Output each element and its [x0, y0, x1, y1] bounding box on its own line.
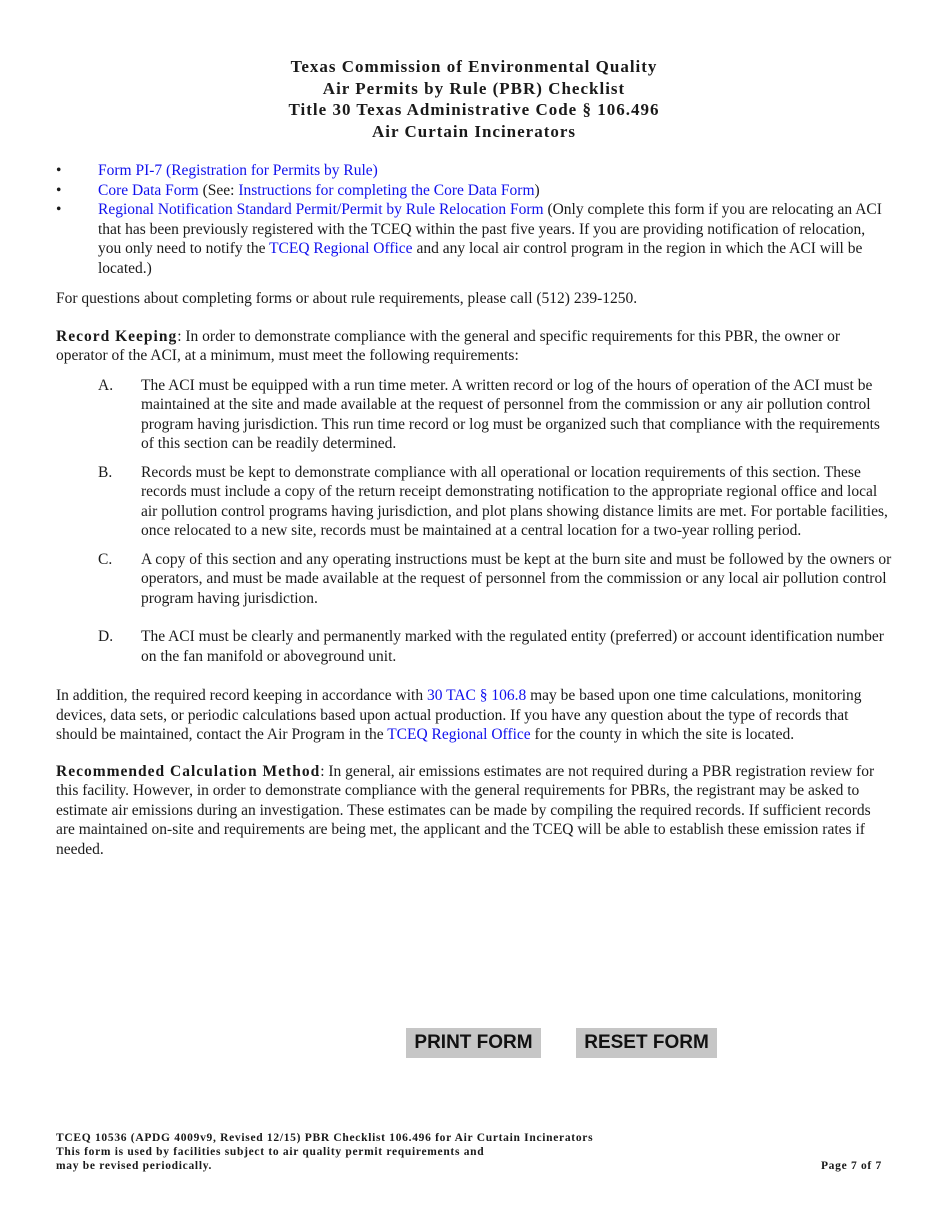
list-item — [56, 200, 892, 278]
calculation-heading: Recommended Calculation Method — [56, 762, 321, 780]
bullet: • — [56, 201, 62, 218]
title-line-code: Title 30 Texas Administrative Code § 106.496 — [288, 100, 660, 119]
tac-106-8-link[interactable]: 30 TAC § 106.8 — [427, 687, 527, 704]
additional-record-keeping — [56, 686, 892, 745]
requirement-item — [56, 627, 892, 666]
requirement-letter: C. — [98, 550, 113, 568]
calculation-text: : In general, air emissions estimates are not required during a PBR registration review for this facility. However, in order to demonstrate compliance with the general requirements for PBRs, the registrant may be asked to estimate air emissions during an investigation. These estimates can be made by compiling the required records. If sufficient records are maintained on-site and requirements are being met, the applicant and the TCEQ will be able to establish these emission rates if needed. — [56, 762, 875, 858]
reset-form-button[interactable]: RESET FORM — [576, 1028, 717, 1058]
title-line-checklist: Air Permits by Rule (PBR) Checklist — [322, 78, 626, 98]
requirement-letter: B. — [98, 463, 113, 481]
footer-usage-line: This form is used by facilities subject to air quality permit requirements and — [56, 1146, 485, 1158]
footer-revision-line: may be revised periodically. — [56, 1160, 213, 1172]
page-number: Page 7 of 7 — [820, 1160, 882, 1172]
close-paren: ) — [534, 181, 540, 199]
title-line-subject: Air Curtain Incinerators — [371, 121, 577, 141]
requirement-text: A copy of this section and any operating instructions must be kept at the burn site and must be followed by the owners or operators, and must be made available at the request of personnel from the commission or any local air pollution control program having jurisdiction. — [141, 550, 892, 607]
requirement-letter: D. — [98, 628, 114, 645]
bullet: • — [56, 162, 62, 179]
questions-text: For questions about completing forms or about rule requirements, please call (512) 239-1250. — [56, 290, 638, 307]
requirement-text: The ACI must be clearly and permanently marked with the regulated entity (preferred) or account identification number on the fan manifold or aboveground unit. — [141, 628, 884, 665]
calculation-method — [56, 762, 892, 860]
requirement-text: The ACI must be equipped with a run time meter. A written record or log of the hours of operation of the ACI must be maintained at the site and made available at the request of personnel from the commission or any air pollution control program having jurisdiction. This run time record or log must be organized such that compliance with the requirements of this section can be readily determined. — [141, 376, 880, 452]
record-keeping-intro-text: : In order to demonstrate compliance with the general and specific requirements for this PBR, the owner or operator of the ACI, at a minimum, must meet the following requirements: — [56, 327, 841, 364]
regional-office-link-2[interactable]: TCEQ Regional Office — [387, 726, 531, 743]
title-line-agency: Texas Commission of Environmental Quality — [290, 57, 658, 76]
footer-form-id: TCEQ 10536 (APDG 4009v9, Revised 12/15) PBR Checklist 106.496 for Air Curtain Incinerators — [56, 1132, 594, 1144]
relocation-note-b: and any local air control program in the region in which the ACI will be located.) — [98, 240, 863, 277]
addition-text-3: for the county in which the site is located. — [534, 726, 795, 743]
requirement-item — [56, 463, 892, 541]
see-prefix: (See: — [202, 181, 235, 199]
print-form-button[interactable]: PRINT FORM — [406, 1028, 541, 1058]
list-item — [56, 161, 892, 181]
relocation-note-a: (Only complete this form if you are relocating an ACI that has been previously registered with the TCEQ within the past five years. If you are providing notification of relocation, you only need to notify the — [98, 201, 882, 257]
requirements-list — [56, 376, 892, 667]
addition-text-1: In addition, the required record keeping in accordance with — [56, 687, 424, 704]
form-buttons — [0, 1028, 950, 1060]
requirement-item — [56, 376, 892, 454]
page-footer — [56, 1131, 882, 1173]
core-data-form-link[interactable]: Core Data Form — [98, 181, 199, 199]
record-keeping-heading: Record Keeping — [56, 327, 178, 345]
requirement-text: Records must be kept to demonstrate compliance with all operational or location requirements of this section. These records must include a copy of the return receipt demonstrating notification to the appropriate regional office and local air pollution control programs having jurisdiction, and plot plans showing distance limits are met. For portable facilities, once relocated to a new site, records must be maintained at a central location for a two-year rolling period. — [141, 463, 888, 539]
record-keeping-intro — [56, 327, 892, 366]
relocation-form-link[interactable]: Regional Notification Standard Permit/Permit by Rule Relocation Form — [98, 201, 544, 218]
core-data-instructions-link[interactable]: Instructions for completing the Core Data Form — [238, 181, 535, 199]
required-forms-list — [56, 161, 892, 278]
document-title — [56, 56, 892, 142]
addition-text-2: may be based upon one time calculations, monitoring devices, data sets, or periodic calculations based upon actual production. If you have any question about the type of records that should be maintained, contact the Air Program in the — [56, 687, 862, 743]
document-page — [56, 56, 892, 859]
form-pi7-link[interactable]: Form PI-7 (Registration for Permits by Rule) — [98, 162, 378, 179]
requirement-item — [56, 550, 892, 609]
regional-office-link[interactable]: TCEQ Regional Office — [269, 240, 413, 257]
list-item — [56, 181, 892, 201]
requirement-letter: A. — [98, 376, 114, 394]
bullet: • — [56, 181, 62, 199]
